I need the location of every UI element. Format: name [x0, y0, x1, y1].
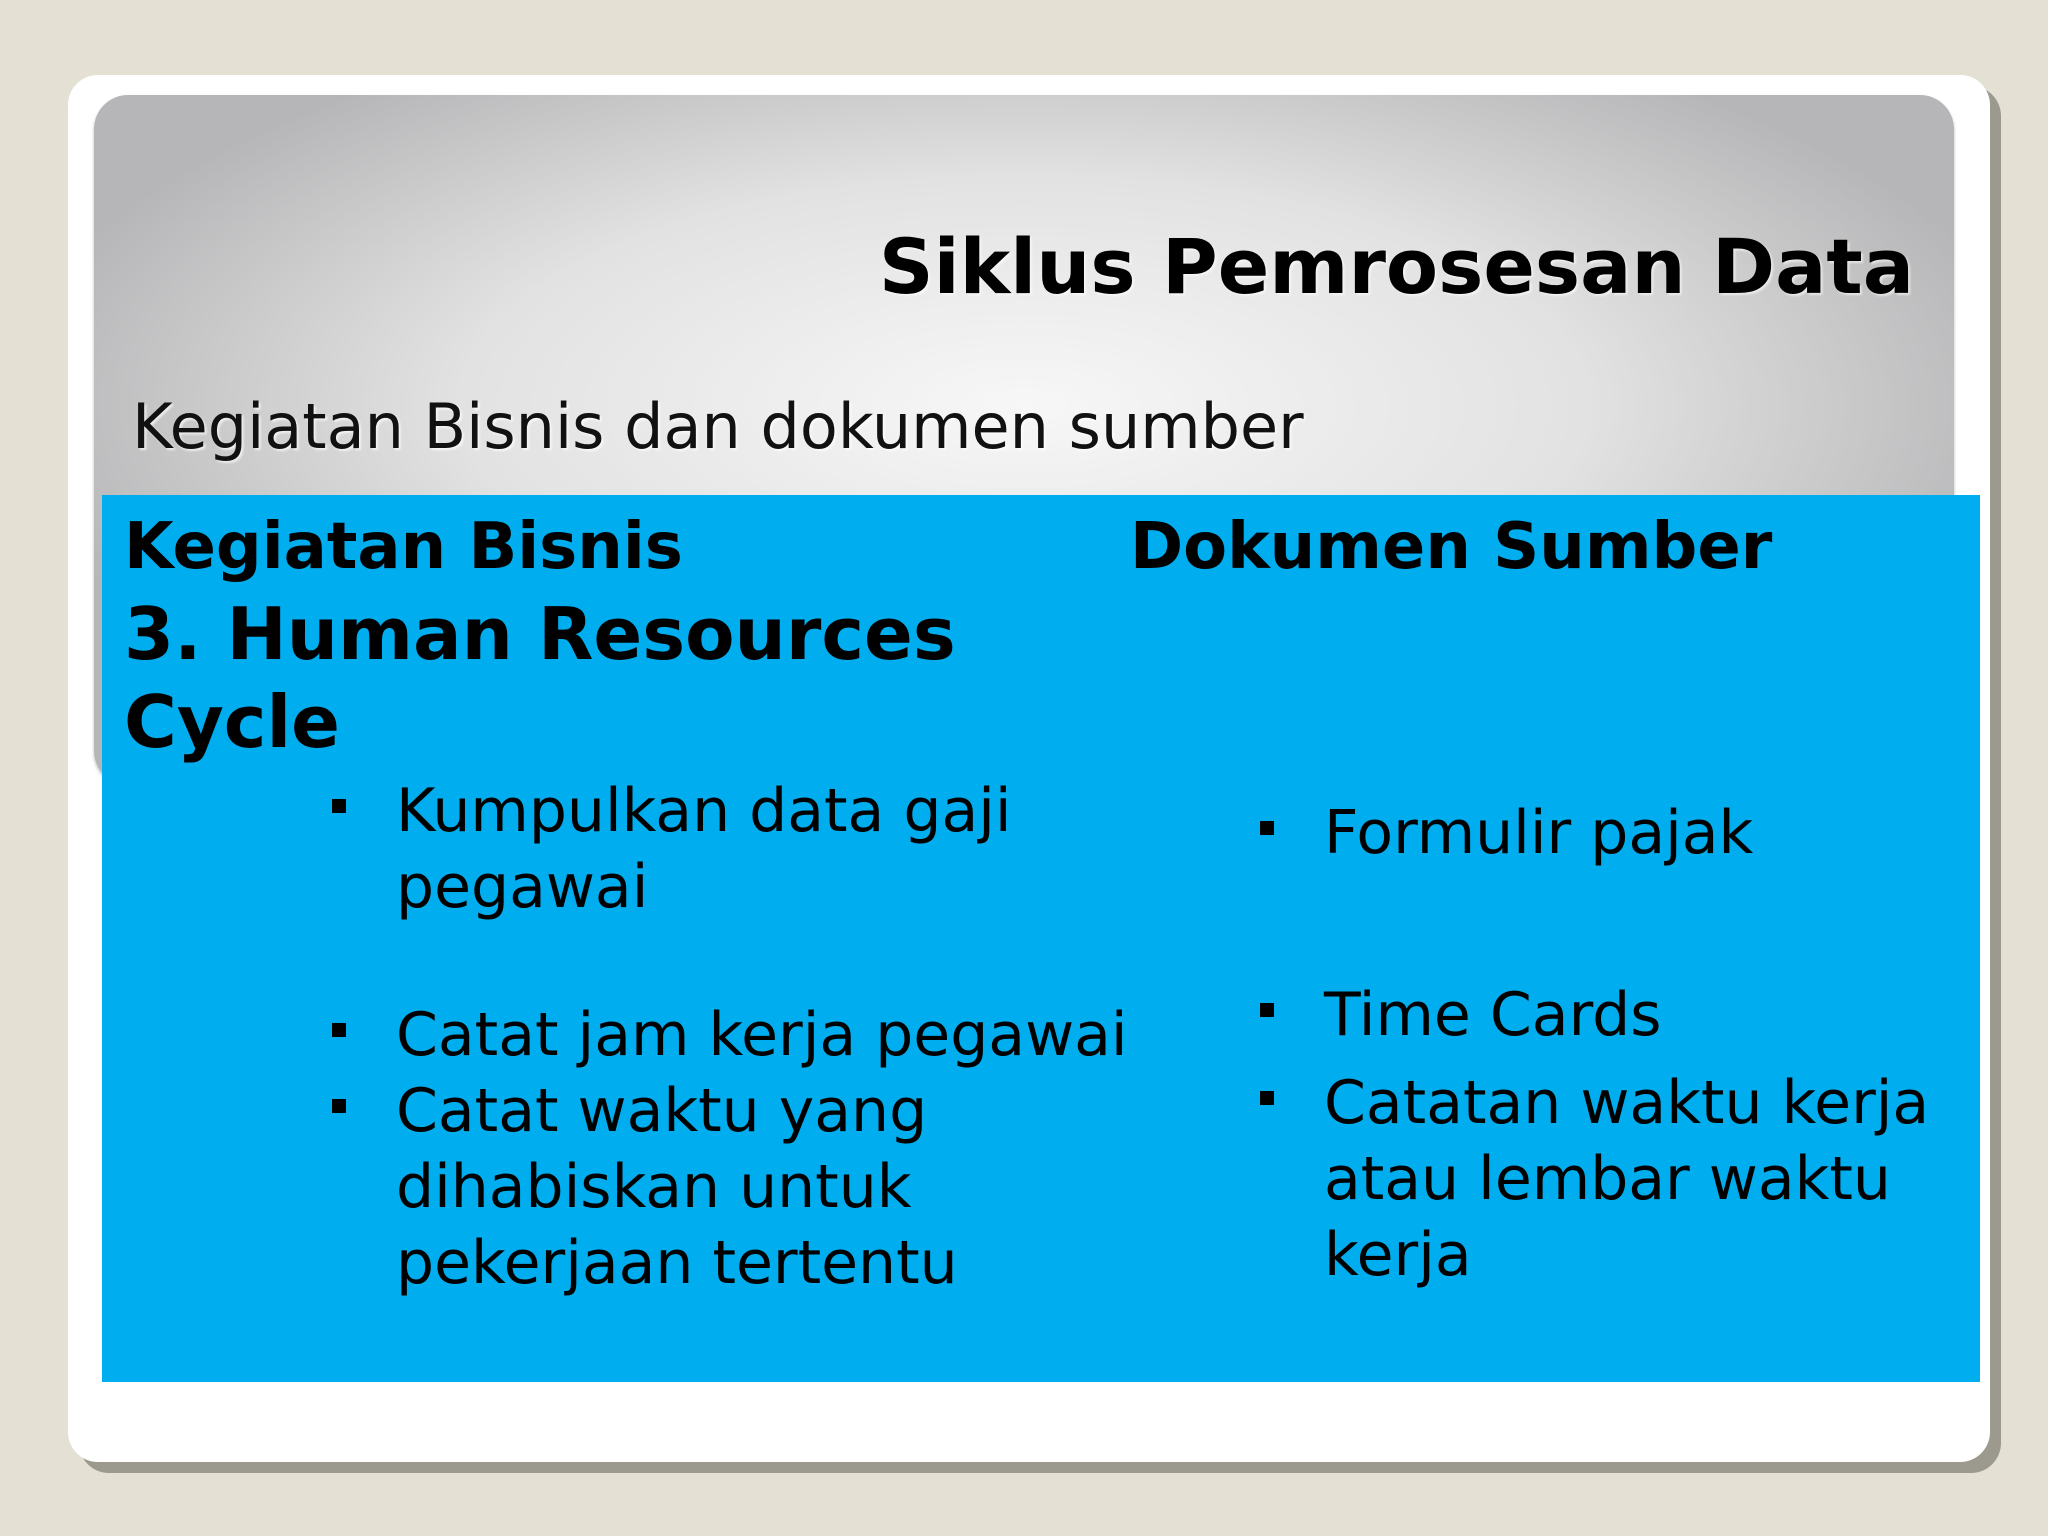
cycle-heading: [124, 590, 1024, 766]
bullet-square-icon: [332, 1023, 346, 1037]
cycle-heading-line-1: 3. Human Resources: [124, 592, 956, 676]
cycle-heading-line-2: Cycle: [124, 680, 340, 764]
content-box: [102, 495, 1980, 1382]
bullet-square-icon: [332, 799, 346, 813]
bullet-square-icon: [1260, 821, 1274, 835]
list-item-text: Formulir pajak: [1324, 798, 1754, 868]
bullet-square-icon: [1260, 1003, 1274, 1017]
bullet-square-icon: [1260, 1091, 1274, 1105]
business-activities-heading: Kegiatan Bisnis: [124, 510, 683, 584]
bullet-square-icon: [332, 1099, 346, 1113]
slide-title: Siklus Pemrosesan Data: [878, 222, 1914, 311]
slide-subtitle: Kegiatan Bisnis dan dokumen sumber: [132, 390, 1304, 463]
source-documents-heading: Dokumen Sumber: [1130, 510, 1773, 584]
list-item-text: Kumpulkan data gaji pegawai: [396, 776, 1012, 922]
list-item-text: Catat waktu yang dihabiskan untuk pekerjaan tertentu: [396, 1076, 958, 1298]
list-item-text: Time Cards: [1324, 980, 1662, 1050]
list-item-text: Catat jam kerja pegawai: [396, 1000, 1128, 1070]
list-item-text: Catatan waktu kerja atau lembar waktu kerja: [1324, 1068, 1930, 1290]
